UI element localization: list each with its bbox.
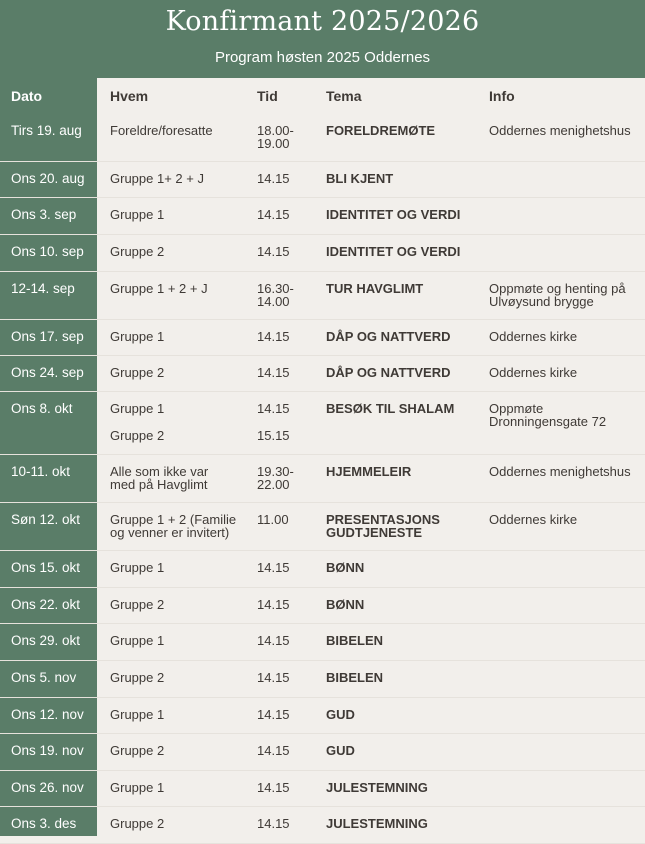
table-row	[0, 272, 645, 320]
row-time: 14.15	[257, 329, 290, 344]
row-topic: BIBELEN	[326, 670, 384, 685]
row-date: Ons 19. nov	[11, 743, 84, 758]
row-topic: GUD	[326, 743, 355, 758]
row-who: Gruppe 1	[110, 560, 165, 575]
row-date: Søn 12. okt	[11, 512, 81, 527]
row-topic: HJEMMELEIR	[326, 464, 412, 479]
row-time: 18.00- 19.00	[257, 123, 294, 151]
row-who: Gruppe 1	[110, 401, 165, 416]
row-who: Gruppe 2	[110, 816, 165, 831]
row-info: Oddernes kirke	[489, 365, 578, 380]
row-who: Gruppe 1	[110, 207, 165, 222]
page-header	[0, 0, 645, 78]
row-date: Ons 8. okt	[11, 401, 73, 416]
row-who: Alle som ikke var med på Havglimt	[110, 464, 209, 492]
row-time: 14.15	[257, 365, 290, 380]
row-date: 10-11. okt	[11, 464, 71, 479]
row-time: 14.15	[257, 743, 290, 758]
row-time: 14.15	[257, 633, 290, 648]
row-topic: IDENTITET OG VERDI	[326, 244, 461, 259]
column-header-dato: Dato	[11, 88, 43, 104]
row-time: 14.15	[257, 670, 290, 685]
row-topic: IDENTITET OG VERDI	[326, 207, 461, 222]
row-date: Ons 20. aug	[11, 171, 85, 186]
row-time: 14.15	[257, 244, 290, 259]
row-date: 12-14. sep	[11, 281, 75, 296]
row-date: Ons 3. sep	[11, 207, 77, 222]
table-row	[0, 235, 645, 272]
row-time: 14.15	[257, 560, 290, 575]
row-topic: BØNN	[326, 597, 365, 612]
row-time: 19.30- 22.00	[257, 464, 294, 492]
row-info: Oddernes kirke	[489, 329, 578, 344]
row-topic: DÅP OG NATTVERD	[326, 329, 451, 344]
table-row	[0, 551, 645, 588]
row-topic: PRESENTASJONS GUDTJENESTE	[326, 512, 440, 540]
row-time: 14.15	[257, 171, 290, 186]
row-topic: GUD	[326, 707, 355, 722]
table-row	[0, 392, 645, 455]
row-info: Oddernes menighetshus	[489, 464, 631, 479]
row-who: Gruppe 1	[110, 633, 165, 648]
row-time: 16.30- 14.00	[257, 281, 294, 309]
row-topic: JULESTEMNING	[326, 780, 428, 795]
row-who: Gruppe 1	[110, 707, 165, 722]
row-time: 14.15	[257, 816, 290, 831]
row-who: Foreldre/foresatte	[110, 123, 213, 138]
row-who: Gruppe 2	[110, 743, 165, 758]
page-title: Konfirmant 2025/2026	[165, 6, 480, 37]
row-who: Gruppe 2	[110, 365, 165, 380]
table-row	[0, 661, 645, 698]
row-topic: FORELDREMØTE	[326, 123, 436, 138]
row-date: Ons 3. des	[11, 816, 77, 831]
row-info: Oppmøte Dronningensgate 72	[489, 401, 607, 429]
row-who: Gruppe 1+ 2 + J	[110, 171, 204, 186]
row-time: 14.15	[257, 207, 290, 222]
table-row	[0, 624, 645, 661]
column-header-hvem: Hvem	[110, 88, 149, 104]
table-row	[0, 698, 645, 734]
table-row	[0, 320, 645, 356]
row-date: Tirs 19. aug	[11, 123, 82, 138]
row-time-secondary: 15.15	[257, 428, 290, 443]
row-who: Gruppe 2	[110, 670, 165, 685]
row-date: Ons 10. sep	[11, 244, 84, 259]
table-row	[0, 588, 645, 624]
table-row	[0, 356, 645, 392]
row-who: Gruppe 2	[110, 597, 165, 612]
row-date: Ons 12. nov	[11, 707, 84, 722]
row-date: Ons 5. nov	[11, 670, 77, 685]
table-row	[0, 198, 645, 235]
table-row	[0, 771, 645, 807]
column-header-tid: Tid	[257, 88, 278, 104]
row-time: 14.15	[257, 780, 290, 795]
row-who: Gruppe 1	[110, 329, 165, 344]
row-info: Oddernes kirke	[489, 512, 578, 527]
row-date: Ons 15. okt	[11, 560, 81, 575]
row-info: Oppmøte og henting på Ulvøysund brygge	[489, 281, 626, 309]
table-row	[0, 503, 645, 551]
row-topic: BLI KJENT	[326, 171, 394, 186]
row-who: Gruppe 1 + 2 + J	[110, 281, 208, 296]
row-topic: BESØK TIL SHALAM	[326, 401, 455, 416]
row-date: Ons 22. okt	[11, 597, 81, 612]
table-row	[0, 114, 645, 162]
row-time: 14.15	[257, 597, 290, 612]
table-row	[0, 455, 645, 503]
row-who-secondary: Gruppe 2	[110, 428, 165, 443]
row-time: 14.15	[257, 707, 290, 722]
row-topic: BIBELEN	[326, 633, 384, 648]
row-info: Oddernes menighetshus	[489, 123, 631, 138]
row-who: Gruppe 2	[110, 244, 165, 259]
row-date: Ons 17. sep	[11, 329, 84, 344]
row-time: 14.15	[257, 401, 290, 416]
page-subtitle: Program høsten 2025 Oddernes	[214, 49, 431, 66]
row-who: Gruppe 1	[110, 780, 165, 795]
row-time: 11.00	[257, 512, 289, 527]
row-topic: BØNN	[326, 560, 365, 575]
table-row	[0, 807, 645, 844]
row-who: Gruppe 1 + 2 (Familie og venner er invitert)	[110, 512, 237, 540]
column-header-info: Info	[489, 88, 515, 104]
table-header	[0, 78, 645, 114]
row-topic: TUR HAVGLIMT	[326, 281, 424, 296]
table-row	[0, 734, 645, 771]
row-date: Ons 29. okt	[11, 633, 81, 648]
row-date: Ons 26. nov	[11, 780, 84, 795]
row-date: Ons 24. sep	[11, 365, 84, 380]
column-header-tema: Tema	[326, 88, 362, 104]
row-topic: JULESTEMNING	[326, 816, 428, 831]
row-topic: DÅP OG NATTVERD	[326, 365, 451, 380]
table-row	[0, 162, 645, 198]
